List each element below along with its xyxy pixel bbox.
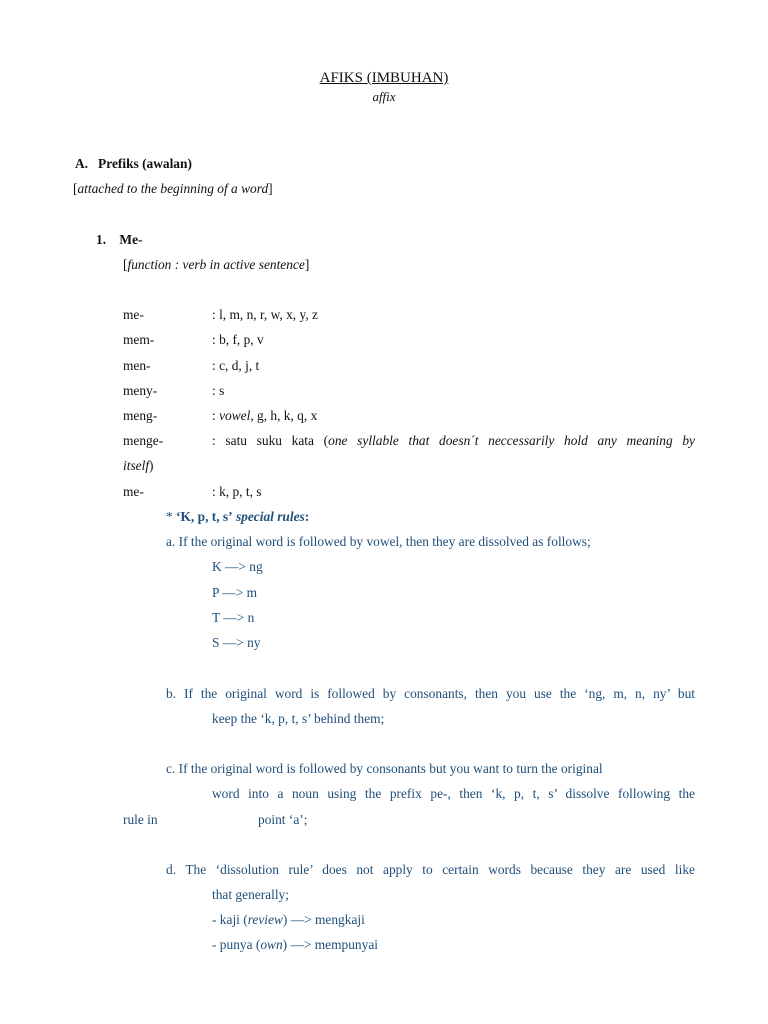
point-c-line: rule in xyxy=(123,812,158,827)
mapping-item: P —> m xyxy=(212,585,258,600)
mapping-item: K —> ng xyxy=(212,559,263,574)
point-a-text: a. If the original word is followed by vowel, then they are dissolved as follows; xyxy=(166,534,591,549)
section-a-note xyxy=(73,182,273,195)
special-colon: : xyxy=(304,509,310,524)
point-b-line: b. If the original word is followed by consonants, then you use the ‘ng, m, n, ny’ but xyxy=(166,686,695,701)
point-b-line: keep the ‘k, p, t, s’ behind them; xyxy=(212,711,385,726)
special-quoted: ‘K, p, t, s’ xyxy=(176,509,233,524)
point-d-line: d. The ‘dissolution rule’ does not apply to certain words because they are used like xyxy=(166,862,695,877)
rule-value xyxy=(212,434,695,447)
rule-value-italic: itself xyxy=(123,458,150,473)
example-italic: own xyxy=(260,937,283,952)
rule-prefix: me- xyxy=(123,307,144,322)
mapping-item: T —> n xyxy=(212,610,255,625)
bracket-close: ] xyxy=(268,181,273,196)
example-item xyxy=(212,913,365,926)
rule-prefix: me- xyxy=(123,484,144,499)
example-part: ) —> mengkaji xyxy=(282,912,365,927)
point-d-line: that generally; xyxy=(212,887,289,902)
example-part: ) —> mempunyai xyxy=(282,937,378,952)
mapping-item: S —> ny xyxy=(212,635,261,650)
rule-prefix: meny- xyxy=(123,383,158,398)
rule-value xyxy=(212,409,317,422)
point-c-line: word into a noun using the prefix pe-, then ‘k, p, t, s’ dissolve following the xyxy=(212,786,695,801)
rule-value-part: : satu suku kata ( xyxy=(212,433,329,448)
bracket-open: [ xyxy=(123,257,128,272)
example-part: - kaji ( xyxy=(212,912,248,927)
rule-value: : s xyxy=(212,383,225,398)
example-part: - punya ( xyxy=(212,937,261,952)
bracket-close: ] xyxy=(304,257,310,272)
rule-prefix: men- xyxy=(123,358,151,373)
rule-value-part: , g, h, k, q, x xyxy=(250,408,318,423)
rule-value-part: : xyxy=(212,408,220,423)
rule-prefix: mem- xyxy=(123,332,155,347)
rule-value: : k, p, t, s xyxy=(212,484,262,499)
point-c-line: c. If the original word is followed by consonants but you want to turn the original xyxy=(166,761,603,776)
example-item xyxy=(212,938,378,951)
rule-value-continuation xyxy=(123,459,154,472)
rule-prefix: meng- xyxy=(123,408,158,423)
point-c-line: point ‘a’; xyxy=(258,812,308,827)
page-subtitle: affix xyxy=(372,89,396,104)
rule-value-part: ) xyxy=(149,458,154,473)
example-italic: review xyxy=(247,912,283,927)
special-italic: special rules xyxy=(232,509,305,524)
section-a-heading: A. Prefiks (awalan) xyxy=(75,156,192,171)
bracket-open: [ xyxy=(73,181,78,196)
item-1-note xyxy=(123,258,309,271)
page-title: AFIKS (IMBUHAN) xyxy=(319,70,449,86)
section-a-note-text: attached to the beginning of a word xyxy=(77,181,269,196)
rule-value: : c, d, j, t xyxy=(212,358,260,373)
rule-value-italic: vowel xyxy=(219,408,251,423)
item-1-heading: 1. Me- xyxy=(96,232,143,247)
item-1-note-text: function : verb in active sentence xyxy=(127,257,305,272)
rule-value: : b, f, p, v xyxy=(212,332,264,347)
special-rules-heading xyxy=(166,510,309,523)
rule-prefix: menge- xyxy=(123,433,164,448)
rule-value-italic: one syllable that doesn´t neccessarily hold any meaning by xyxy=(328,433,696,448)
rule-value: : l, m, n, r, w, x, y, z xyxy=(212,307,318,322)
special-star: * xyxy=(166,509,177,524)
